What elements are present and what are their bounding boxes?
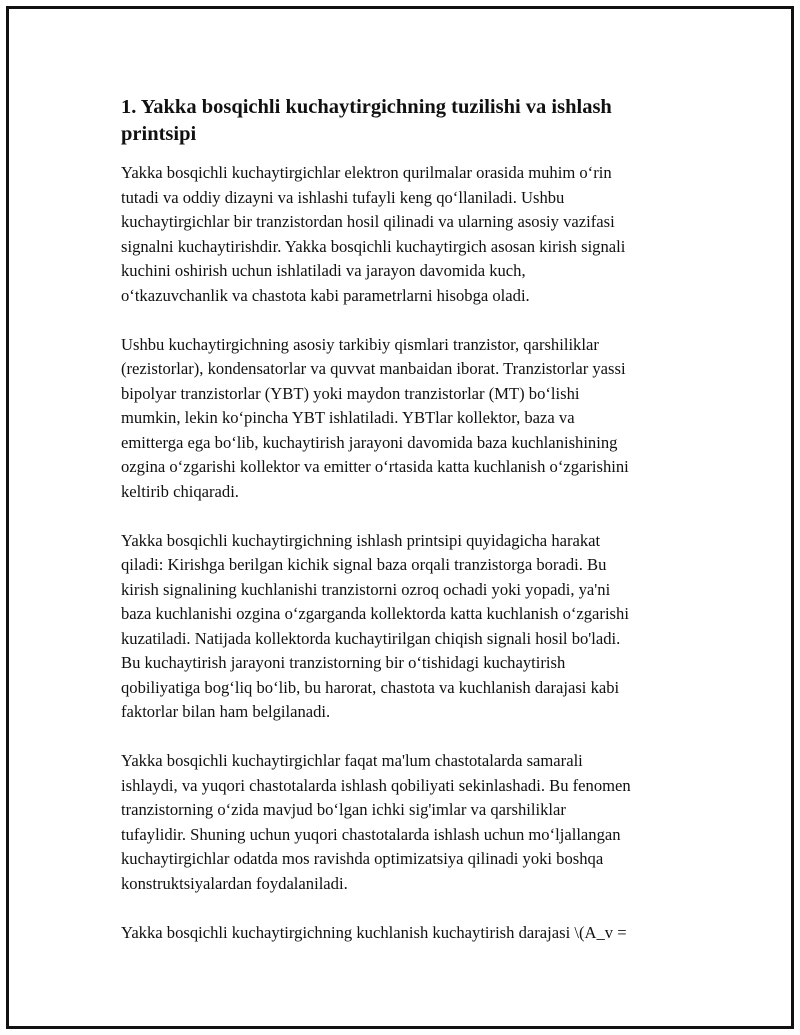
paragraph-components: Ushbu kuchaytirgichning asosiy tarkibiy qismlari tranzistor, qarshiliklar (rezistorlar), kondensatorlar va quvvat manbaidan iborat. Tranzistorlar yassi bipolyar tranzistorlar (YBT) yoki maydon tranzistorlar (MT) bo‘lishi mumkin, lekin ko‘pincha YBT ishlatiladi. YBTlar kollektor, baza va emitterga ega bo‘lib, kuchaytirish jarayoni davomida baza kuchlanishining ozgina o‘zgarishi kollektor va emitter o‘rtasida katta kuchlanish o‘zgarishini keltirib chiqaradi. — [121, 334, 629, 501]
section-heading: 1. Yakka bosqichli kuchaytirgichning tuzilishi va ishlash printsipi — [121, 96, 612, 145]
paragraph-gain: Yakka bosqichli kuchaytirgichning kuchlanish kuchaytirish darajasi \(A_v = — [121, 922, 627, 942]
document-body — [121, 94, 691, 970]
paragraph-intro: Yakka bosqichli kuchaytirgichlar elektron qurilmalar orasida muhim o‘rin tutadi va oddiy dizayni va ishlashi tufayli keng qo‘llaniladi. Ushbu kuchaytirgichlar bir tranzistordan hosil qilinadi va ularning asosiy vazifasi signalni kuchaytirishdir. Yakka bosqichli kuchaytirgich asosan kirish signali kuchini oshirish uchun ishlatiladi va jarayon davomida kuch, o‘tkazuvchanlik va chastota kabi parametrlarni hisobga oladi. — [121, 163, 626, 305]
document-page — [6, 6, 794, 1029]
paragraph-working-principle: Yakka bosqichli kuchaytirgichning ishlash printsipi quyidagicha harakat qiladi: Kirishga berilgan kichik signal baza orqali tranzistorga boradi. Bu kirish signalining kuchlanishi tranzistorni ozroq ochadi yoki yopadi, ya'ni baza kuchlanishi ozgina o‘zgarganda kollektorda katta kuchlanish o‘zgarishi kuzatiladi. Natijada kollektorda kuchaytirilgan chiqish signali hosil bo'ladi. Bu kuchaytirish jarayoni tranzistorning bir o‘tishidagi kuchaytirish qobiliyatiga bog‘liq bo‘lib, bu harorat, chastota va kuchlanish darajasi kabi faktorlar bilan ham belgilanadi. — [121, 530, 629, 721]
paragraph-frequency: Yakka bosqichli kuchaytirgichlar faqat ma'lum chastotalarda samarali ishlaydi, va yuqori chastotalarda ishlash qobiliyati sekinlashadi. Bu fenomen tranzistorning o‘zida mavjud bo‘lgan ichki sig'imlar va qarshiliklar tufaylidir. Shuning uchun yuqori chastotalarda ishlash uchun mo‘ljallangan kuchaytirgichlar odatda mos ravishda optimizatsiya qilinadi yoki boshqa konstruktsiyalardan foydalaniladi. — [121, 751, 631, 893]
